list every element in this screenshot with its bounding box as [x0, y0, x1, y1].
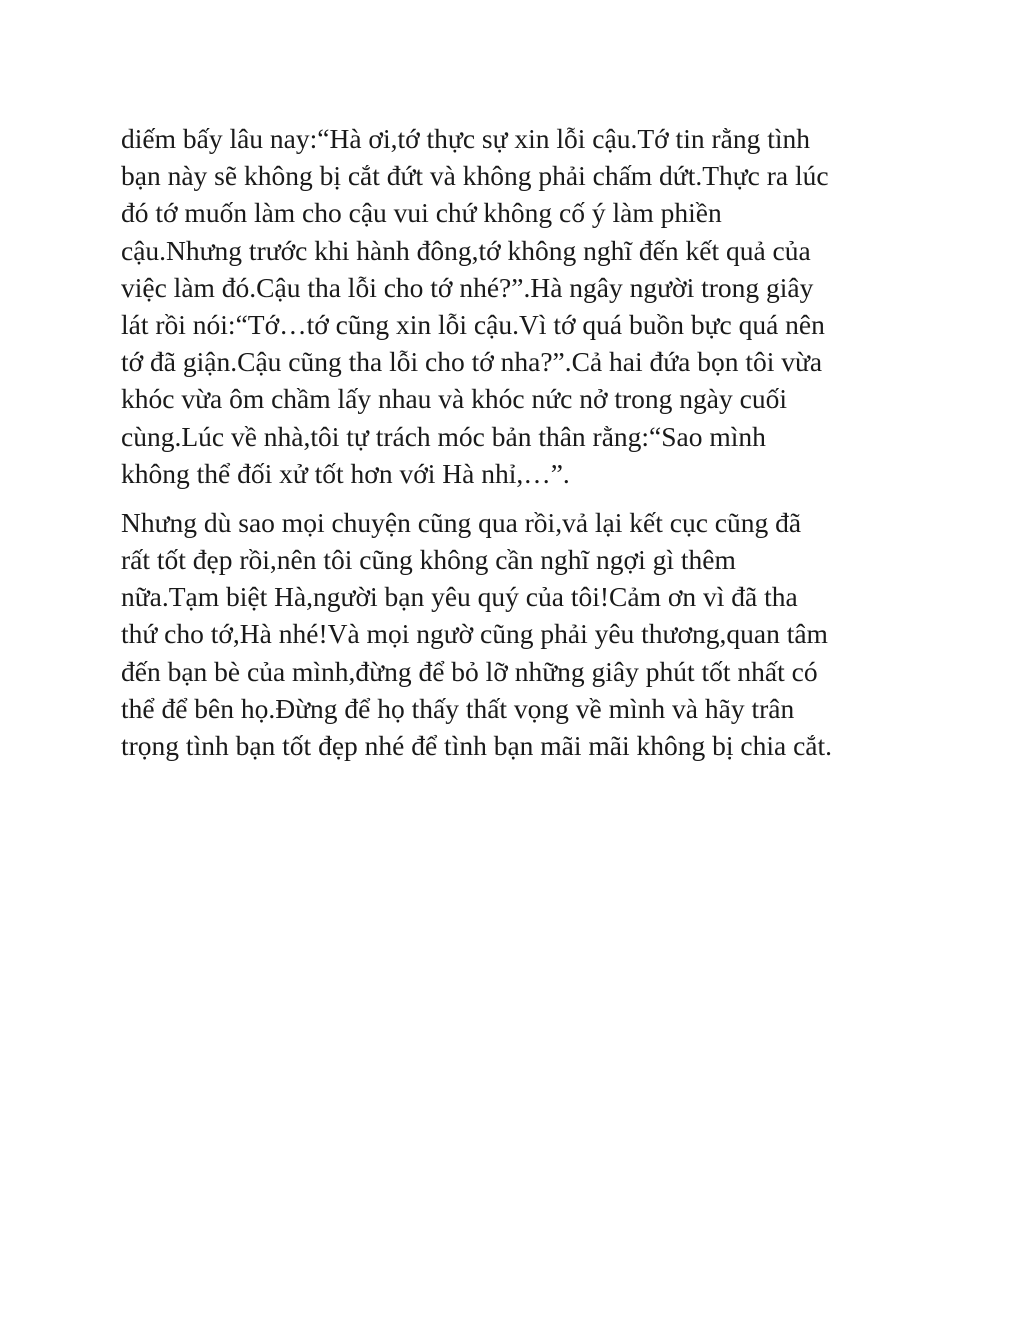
- text-line: trọng tình bạn tốt đẹp nhé để tình bạn mãi mãi không bị chia cắt.: [121, 730, 833, 761]
- text-line: bạn này sẽ không bị cắt đứt và không phải chấm dứt.Thực ra lúc: [121, 160, 829, 192]
- text-line: cậu.Nhưng trước khi hành đông,tớ không nghĩ đến kết quả của: [121, 234, 811, 266]
- paragraph-2: [121, 504, 921, 764]
- body-text: [121, 120, 921, 764]
- text-line: thể để bên họ.Đừng để họ thấy thất vọng về mình và hãy trân: [121, 692, 795, 724]
- text-line: rất tốt đẹp rồi,nên tôi cũng không cần nghĩ ngợi gì thêm: [121, 544, 736, 576]
- text-line: lát rồi nói:“Tớ…tớ cũng xin lỗi cậu.Vì tớ quá buồn bực quá nên: [121, 308, 825, 340]
- text-line: đến bạn bè của mình,đừng để bỏ lỡ những giây phút tốt nhất có: [121, 655, 818, 687]
- text-line: không thể đối xử tốt hơn với Hà nhỉ,…”.: [121, 457, 570, 489]
- text-line: việc làm đó.Cậu tha lỗi cho tớ nhé?”.Hà ngây người trong giây: [121, 271, 814, 303]
- text-line: khóc vừa ôm chầm lấy nhau và khóc nức nở trong ngày cuối: [121, 383, 787, 415]
- text-line: diếm bấy lâu nay:“Hà ơi,tớ thực sự xin lỗi cậu.Tớ tin rằng tình: [121, 123, 810, 154]
- paragraph-1: [121, 120, 921, 492]
- text-line: tớ đã giận.Cậu cũng tha lỗi cho tớ nha?”.Cả hai đứa bọn tôi vừa: [121, 346, 823, 378]
- text-line: cùng.Lúc về nhà,tôi tự trách móc bản thân rằng:“Sao mình: [121, 420, 766, 452]
- text-line: thứ cho tớ,Hà nhé!Và mọi ngườ cũng phải yêu thương,quan tâm: [121, 618, 828, 650]
- text-line: Nhưng dù sao mọi chuyện cũng qua rồi,vả lại kết cục cũng đã: [121, 506, 802, 538]
- text-line: đó tớ muốn làm cho cậu vui chứ không cố ý làm phiền: [121, 197, 722, 229]
- text-line: nữa.Tạm biệt Hà,người bạn yêu quý của tôi!Cảm ơn vì đã tha: [121, 581, 798, 613]
